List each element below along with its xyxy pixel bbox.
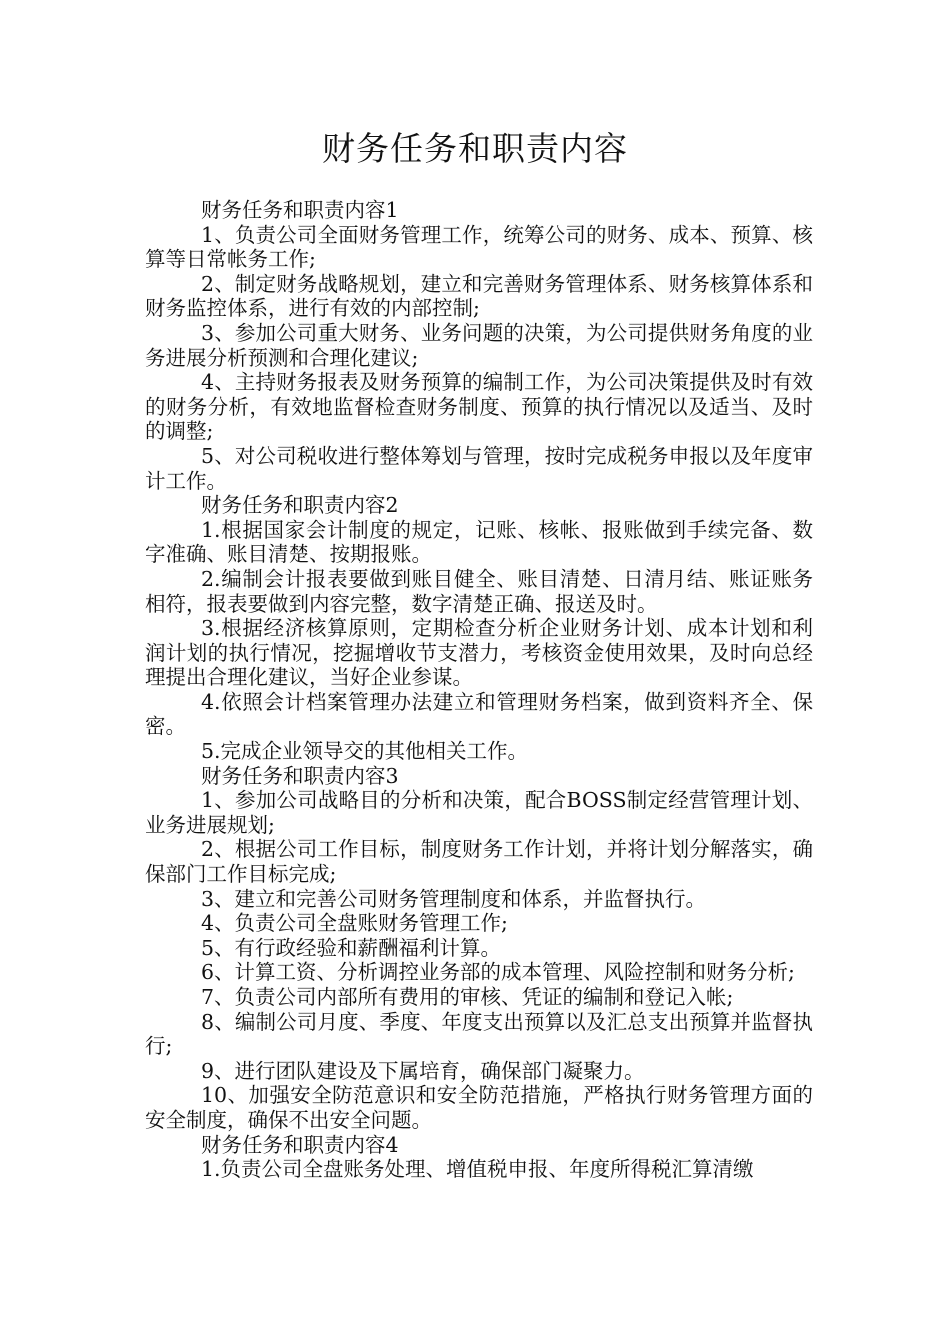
document-title: 财务任务和职责内容 [322,129,628,168]
paragraph: 8、编制公司月度、季度、年度支出预算以及汇总支出预算并监督执行; [145,1009,813,1059]
paragraph: 5、对公司税收进行整体筹划与管理，按时完成税务申报以及年度审计工作。 [145,443,813,493]
paragraph: 1、参加公司战略目的分析和决策，配合BOSS制定经营管理计划、业务进展规划; [145,788,813,837]
paragraph: 3、建立和完善公司财务管理制度和体系，并监督执行。 [201,886,707,911]
paragraph: 5.完成企业领导交的其他相关工作。 [201,739,529,764]
section-heading-2: 财务任务和职责内容2 [201,493,399,518]
section-heading-1: 财务任务和职责内容1 [201,198,399,222]
paragraph: 10、加强安全防范意识和安全防范措施，严格执行财务管理方面的安全制度，确保不出安全问题。 [145,1083,813,1132]
paragraph: 2、制定财务战略规划，建立和完善财务管理体系、财务核算体系和财务监控体系，进行有效的内部控制; [145,271,813,321]
paragraph: 1、负责公司全面财务管理工作，统筹公司的财务、成本、预算、核算等日常帐务工作; [145,222,813,272]
paragraph: 5、有行政经验和薪酬福利计算。 [201,935,502,960]
paragraph: 1.负责公司全盘账务处理、增值税申报、年度所得税汇算清缴 [201,1157,754,1182]
paragraph: 9、进行团队建设及下属培育，确保部门凝聚力。 [201,1058,645,1083]
paragraph: 1.根据国家会计制度的规定，记账、核帐、报账做到手续完备、数字准确、账目清楚、按期报账。 [145,517,813,567]
paragraph: 7、负责公司内部所有费用的审核、凭证的编制和登记入帐; [201,985,734,1009]
paragraph: 3.根据经济核算原则，定期检查分析企业财务计划、成本计划和利润计划的执行情况，挖掘增收节支潜力，考核资金使用效果，及时向总经理提出合理化建议，当好企业参谋。 [145,616,813,690]
paragraph: 4、负责公司全盘账财务管理工作; [201,911,508,936]
section-heading-4: 财务任务和职责内容4 [201,1132,399,1157]
document-body [145,198,813,1182]
paragraph: 2.编制会计报表要做到账目健全、账目清楚、日清月结、账证账务相符，报表要做到内容完整，数字清楚正确、报送及时。 [145,566,813,616]
section-heading-3: 财务任务和职责内容3 [201,763,399,788]
paragraph: 3、参加公司重大财务、业务问题的决策，为公司提供财务角度的业务进展分析预测和合理化建议; [145,320,813,370]
paragraph: 4、主持财务报表及财务预算的编制工作，为公司决策提供及时有效的财务分析，有效地监督检查财务制度、预算的执行情况以及适当、及时的调整; [145,370,813,444]
paragraph: 6、计算工资、分析调控业务部的成本管理、风险控制和财务分析; [201,960,795,985]
paragraph: 4.依照会计档案管理办法建立和管理财务档案，做到资料齐全、保密。 [145,689,813,739]
paragraph: 2、根据公司工作目标，制度财务工作计划，并将计划分解落实，确保部门工作目标完成; [145,837,813,887]
